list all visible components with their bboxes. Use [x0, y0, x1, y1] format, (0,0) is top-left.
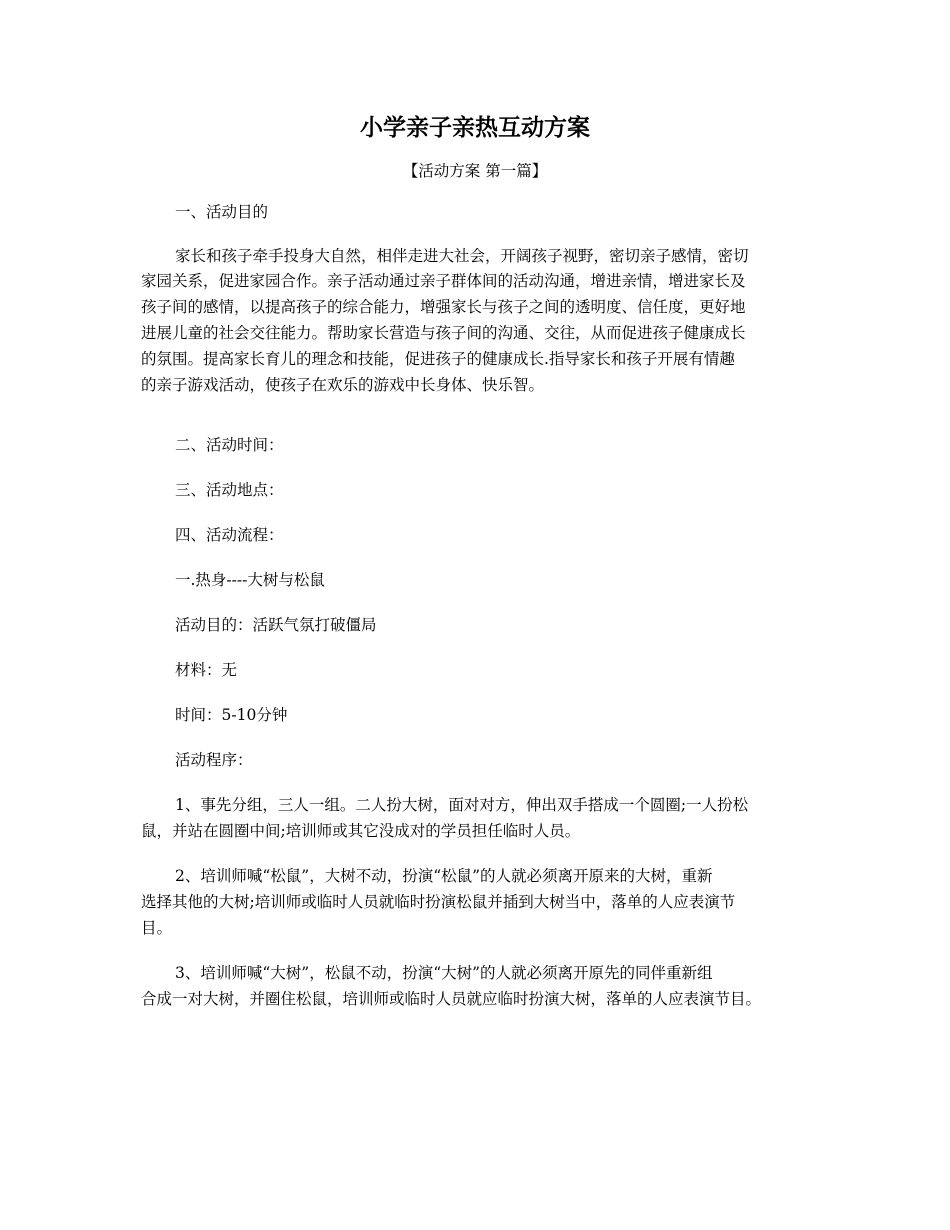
paragraph-line: 的亲子游戏活动，使孩子在欢乐的游戏中长身体、快乐智。 — [141, 376, 545, 394]
paragraph-line: 家长和孩子牵手投身大自然，相伴走进大社会，开阔孩子视野，密切亲子感情，密切 — [175, 247, 749, 265]
section-heading-time: 二、活动时间： — [175, 436, 284, 454]
section-heading-location: 三、活动地点： — [175, 481, 284, 499]
paragraph-line: 1、事先分组，三人一组。二人扮大树，面对对方，伸出双手搭成一个圆圈;一人扮松 — [175, 796, 749, 814]
activity-goal: 活动目的：活跃气氛打破僵局 — [175, 616, 377, 634]
materials: 材料：无 — [175, 661, 238, 679]
section-heading-purpose: 一、活动目的 — [175, 203, 269, 221]
paragraph-line: 选择其他的大树;培训师或临时人员就临时扮演松鼠并插到大树当中，落单的人应表演节 — [141, 893, 736, 911]
paragraph-line: 合成一对大树，并圈住松鼠，培训师或临时人员就应临时扮演大树，落单的人应表演节目。 — [141, 990, 762, 1008]
paragraph-line: 孩子间的感情，以提高孩子的综合能力，增强家长与孩子之间的透明度、信任度，更好地 — [141, 298, 746, 316]
section-heading-process: 四、活动流程： — [175, 526, 284, 544]
document-subtitle: 【活动方案 第一篇】 — [402, 162, 548, 180]
paragraph-line: 2、培训师喊“松鼠”，大树不动，扮演“松鼠”的人就必须离开原来的大树，重新 — [175, 867, 713, 885]
procedure-heading: 活动程序： — [175, 751, 253, 769]
warmup-heading: 一.热身----大树与松鼠 — [175, 571, 325, 589]
document-title: 小学亲子亲热互动方案 — [360, 114, 590, 141]
paragraph-line: 3、培训师喊“大树”，松鼠不动，扮演“大树”的人就必须离开原先的同伴重新组 — [175, 964, 713, 982]
paragraph-line: 家园关系，促进家园合作。亲子活动通过亲子群体间的活动沟通，增进亲情，增进家长及 — [141, 272, 746, 290]
paragraph-line: 目。 — [141, 919, 173, 937]
duration: 时间：5-10分钟 — [175, 706, 288, 724]
paragraph-line: 的氛围。提高家长育儿的理念和技能，促进孩子的健康成长.指导家长和孩子开展有情趣 — [141, 350, 735, 368]
paragraph-line: 鼠，并站在圆圈中间;培训师或其它没成对的学员担任临时人员。 — [141, 822, 581, 840]
paragraph-line: 进展儿童的社会交往能力。帮助家长营造与孩子间的沟通、交往，从而促进孩子健康成长 — [141, 324, 746, 342]
